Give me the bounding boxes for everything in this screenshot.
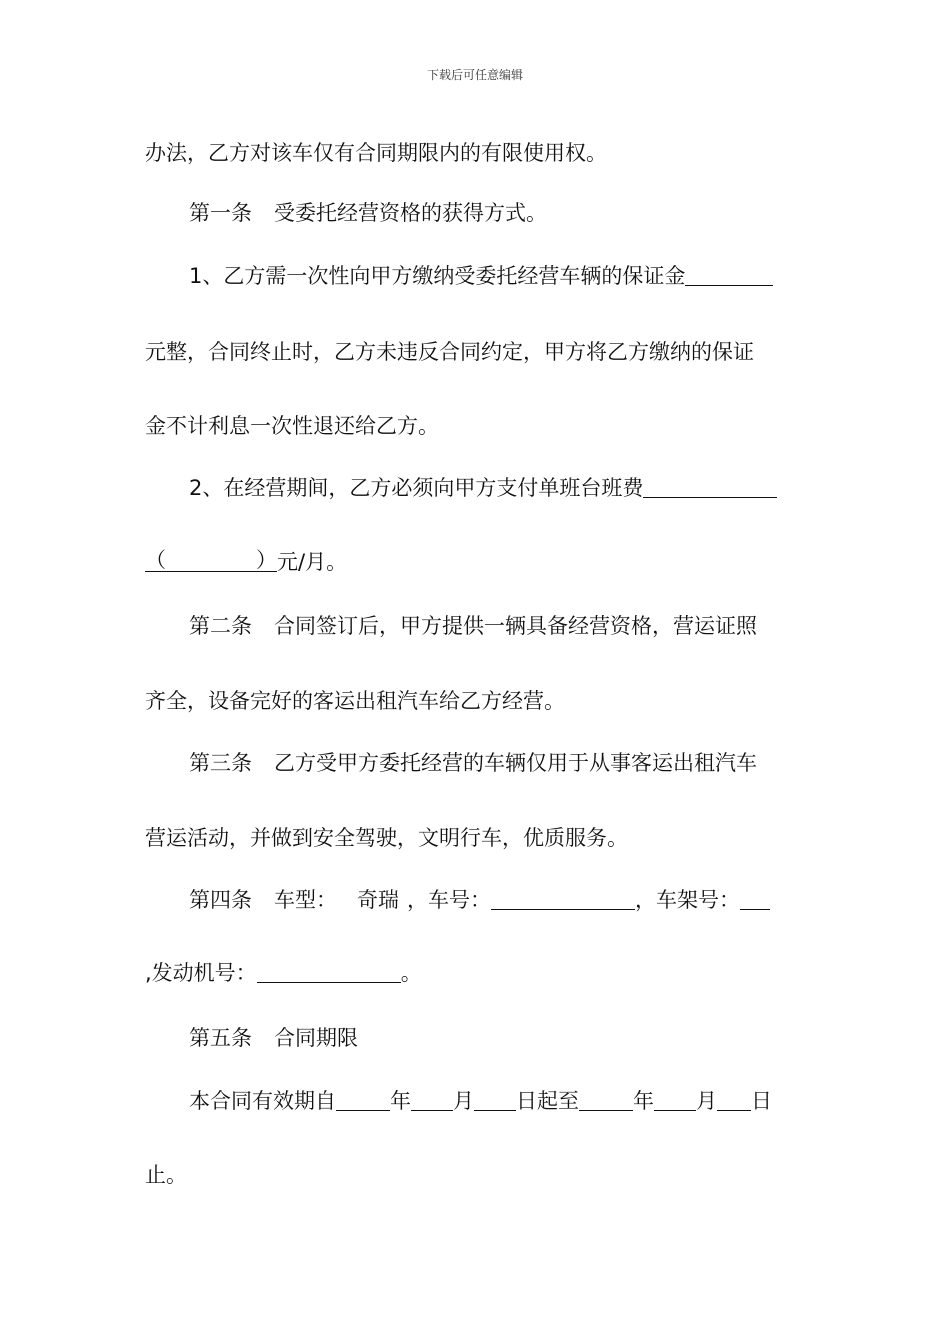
start-year-blank — [336, 1088, 390, 1111]
paragraph-text: 2、在经营期间，乙方必须向甲方支付单班台班费 — [189, 476, 644, 500]
deposit-amount-blank — [685, 263, 773, 286]
end-day-blank — [717, 1088, 751, 1111]
paragraph-text: 元整，合同终止时，乙方未违反合同约定，甲方将乙方缴纳的保证 — [145, 340, 754, 364]
clause-2-line — [189, 473, 805, 503]
text-line-5 — [145, 411, 805, 441]
article-5-heading — [189, 1023, 805, 1053]
month-label: 月 — [453, 1089, 474, 1113]
paragraph-text: 1、乙方需一次性向甲方缴纳受委托经营车辆的保证金 — [189, 264, 686, 288]
validity-label: 本合同有效期自 — [189, 1089, 336, 1113]
fee-unit: 元/月。 — [277, 550, 348, 574]
paragraph-text: 金不计利息一次性退还给乙方。 — [145, 414, 439, 438]
vehicle-type-label: 车型： — [274, 888, 337, 912]
article-2-line — [189, 611, 805, 641]
frame-number-label: ，车架号： — [635, 888, 740, 912]
fee-words-blank — [145, 549, 277, 572]
year-label: 年 — [633, 1089, 654, 1113]
shift-fee-blank — [643, 475, 777, 498]
article-3-line — [189, 748, 805, 778]
article-label: 第四条 — [189, 888, 252, 912]
text-line-11 — [145, 823, 805, 853]
month-label: 月 — [696, 1089, 717, 1113]
fee-parenthesis-line — [145, 547, 805, 577]
paragraph-text: 齐全，设备完好的客运出租汽车给乙方经营。 — [145, 689, 565, 713]
close-paren: ） — [256, 548, 277, 572]
clause-1-line — [189, 261, 805, 291]
article-4-line — [189, 885, 805, 915]
start-month-blank — [411, 1088, 453, 1111]
paragraph-text: 乙方受甲方委托经营的车辆仅用于从事客运出租汽车 — [274, 751, 757, 775]
article-label: 第五条 — [189, 1026, 252, 1050]
text-line-9 — [145, 686, 805, 716]
plate-number-blank — [491, 887, 635, 910]
article-label: 第一条 — [189, 201, 252, 225]
engine-number-blank — [257, 960, 401, 983]
start-day-blank — [474, 1088, 516, 1111]
paragraph-text: 止。 — [145, 1163, 187, 1187]
paragraph-text: 营运活动，并做到安全驾驶，文明行车，优质服务。 — [145, 826, 628, 850]
engine-number-line — [145, 958, 805, 988]
end-month-blank — [654, 1088, 696, 1111]
engine-number-label: ,发动机号： — [145, 961, 257, 985]
period-mark: 。 — [400, 961, 422, 985]
article-1-heading — [189, 198, 805, 228]
plate-number-label: ，车号： — [407, 888, 491, 912]
article-title: 受委托经营资格的获得方式。 — [274, 201, 547, 225]
article-label: 第二条 — [189, 614, 252, 638]
paragraph-text: 合同签订后，甲方提供一辆具备经营资格，营运证照 — [274, 614, 757, 638]
day-end-label: 日 — [751, 1089, 772, 1113]
text-line-16 — [145, 1160, 805, 1190]
day-from-label: 日起至 — [516, 1089, 579, 1113]
paragraph-text: 办法，乙方对该车仅有合同期限内的有限使用权。 — [145, 141, 607, 165]
text-line-4 — [145, 337, 805, 367]
text-line-1 — [145, 138, 805, 168]
frame-number-blank — [740, 887, 770, 910]
article-label: 第三条 — [189, 751, 252, 775]
year-label: 年 — [390, 1089, 411, 1113]
vehicle-type-value: 奇瑞 — [357, 888, 399, 912]
page-header-note: 下载后可任意编辑 — [426, 68, 523, 82]
end-year-blank — [579, 1088, 633, 1111]
validity-period-line — [189, 1086, 805, 1116]
open-paren: （ — [145, 548, 166, 572]
article-title: 合同期限 — [274, 1026, 358, 1050]
